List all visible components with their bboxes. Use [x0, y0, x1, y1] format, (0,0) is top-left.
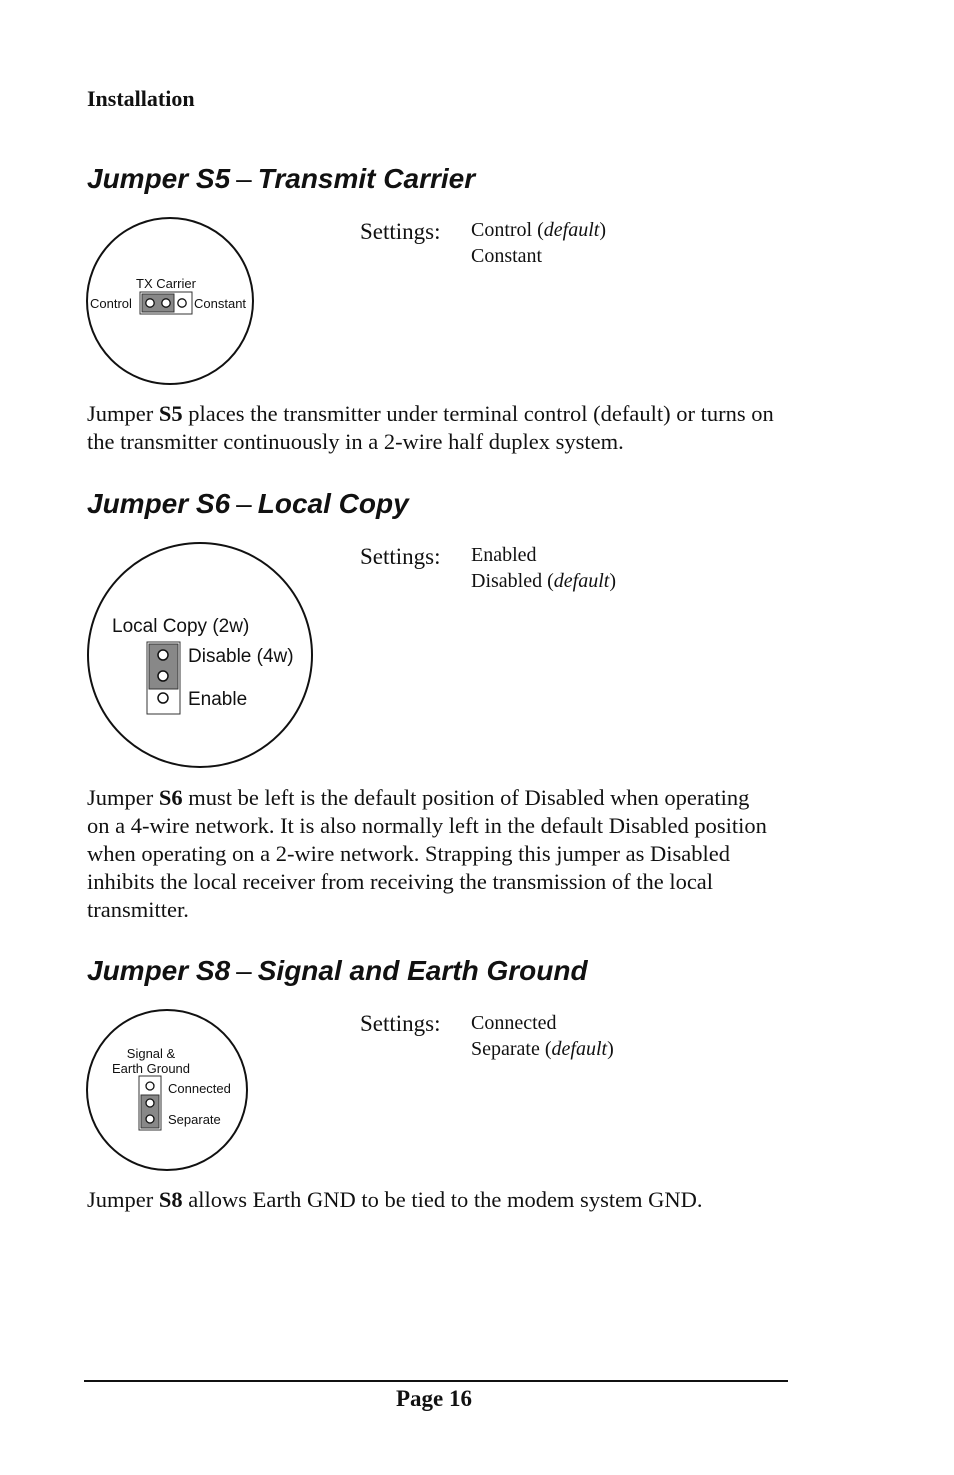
- body-paragraph-s6: [87, 784, 777, 924]
- diagram-title: Local Copy (2w): [112, 616, 250, 637]
- heading-dash: –: [236, 488, 252, 519]
- jumper-id: S8: [158, 1187, 183, 1212]
- footer-rule: [84, 1380, 788, 1382]
- setting-default-note: default: [543, 219, 600, 241]
- setting-option: [471, 1010, 614, 1036]
- jumper-s5-diagram: [86, 214, 258, 388]
- diagram-upper-label: Connected: [168, 1081, 231, 1096]
- setting-option: [471, 542, 616, 568]
- jumper-pin: [162, 299, 170, 307]
- heading-suffix: Signal and Earth Ground: [257, 955, 588, 986]
- body-paragraph-s5: [87, 400, 777, 456]
- section-heading-s6: [87, 488, 409, 520]
- body-text: Jumper: [87, 401, 159, 426]
- setting-default-note: default: [553, 570, 610, 592]
- heading-suffix: Local Copy: [257, 488, 409, 519]
- body-paragraph-s8: [87, 1186, 777, 1214]
- setting-name: Control: [471, 219, 533, 241]
- jumper-s6-diagram: [86, 541, 316, 771]
- setting-name: Constant: [471, 245, 543, 267]
- settings-label: Settings:: [360, 544, 441, 569]
- diagram-title: TX Carrier: [136, 276, 196, 291]
- jumper-pin: [178, 299, 186, 307]
- body-text: must be left is the default position of Disabled when operating on a 4-wire network. It is also normally left in the default Disabled position when operating on a 2-wire network. Strapping this jumper as Disabled inhibits the local receiver from receiving the transmission of the local transmitter.: [87, 785, 767, 922]
- heading-prefix: Jumper S6: [87, 488, 231, 519]
- heading-dash: –: [236, 955, 252, 986]
- heading-dash: –: [236, 163, 252, 194]
- setting-name: Disabled: [471, 570, 543, 592]
- jumper-pin: [146, 1099, 154, 1107]
- heading-prefix: Jumper S8: [87, 955, 231, 986]
- heading-suffix: Transmit Carrier: [257, 163, 476, 194]
- jumper-id: S6: [158, 785, 183, 810]
- page-number: Page 16: [396, 1386, 473, 1411]
- settings-list-s5: [471, 217, 606, 269]
- body-text: Jumper: [87, 785, 159, 810]
- jumper-pin: [158, 693, 168, 703]
- settings-list-s6: [471, 542, 616, 594]
- setting-option: Separate (default): [471, 1038, 614, 1060]
- diagram-right-label: Constant: [194, 296, 247, 311]
- section-heading-s5: [87, 163, 475, 195]
- jumper-id: S5: [158, 401, 183, 426]
- jumper-pin: [158, 650, 168, 660]
- setting-option: [471, 243, 606, 269]
- setting-name: Enabled: [471, 544, 537, 566]
- jumper-pin: [146, 299, 154, 307]
- setting-name: Separate: [471, 1038, 540, 1060]
- jumper-pin: [158, 671, 168, 681]
- settings-list-s8: [471, 1010, 614, 1062]
- section-heading-s8: [87, 955, 588, 987]
- settings-label: Settings:: [360, 1011, 441, 1036]
- settings-label: Settings:: [360, 219, 441, 244]
- running-head: Installation: [87, 86, 195, 111]
- jumper-s8-diagram: [86, 1008, 250, 1174]
- setting-default-note: default: [551, 1038, 608, 1060]
- diagram-upper-label: Disable (4w): [188, 646, 294, 667]
- diagram-title-line2: Earth Ground: [111, 1061, 191, 1076]
- setting-name: Connected: [471, 1012, 557, 1034]
- body-text: allows Earth GND to be tied to the modem system GND.: [182, 1187, 703, 1212]
- setting-option: Control (default): [471, 219, 607, 241]
- jumper-pin: [146, 1082, 154, 1090]
- diagram-lower-label: Separate: [168, 1112, 221, 1127]
- diagram-title-line1: Signal &: [126, 1046, 176, 1061]
- jumper-pin: [146, 1115, 154, 1123]
- heading-prefix: Jumper S5: [87, 163, 231, 194]
- body-text: places the transmitter under terminal control (default) or turns on the transmitter continuously in a 2-wire half duplex system.: [87, 401, 774, 454]
- diagram-lower-label: Enable: [188, 689, 248, 710]
- diagram-left-label: Control: [90, 296, 132, 311]
- body-text: Jumper: [87, 1187, 159, 1212]
- setting-option: Disabled (default): [471, 570, 616, 592]
